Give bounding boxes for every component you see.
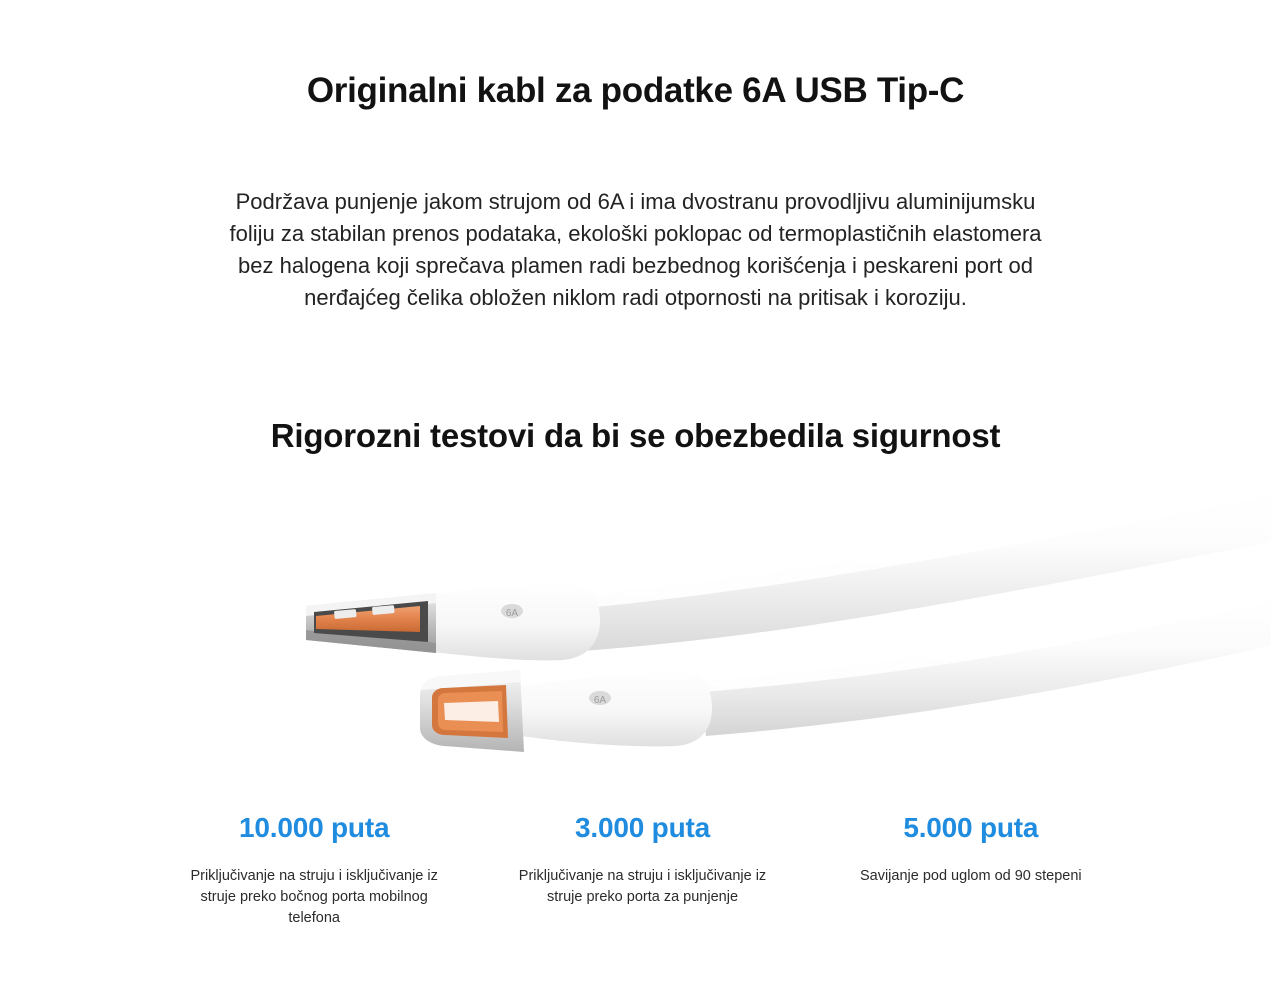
- stat-item: [807, 812, 1135, 929]
- stat-value: 3.000 puta: [575, 812, 710, 843]
- stat-value: 5.000 puta: [903, 812, 1039, 843]
- cable-illustration: [0, 470, 1271, 800]
- stats-row: [150, 812, 1135, 929]
- stat-value: 10.000 puta: [239, 812, 390, 843]
- stat-item: [150, 812, 478, 929]
- stat-item: [478, 812, 806, 929]
- usb-cable-icon: [0, 470, 1271, 800]
- svg-text:6A: 6A: [505, 608, 519, 619]
- product-description: Podržava punjenje jakom strujom od 6A i ima dvostranu provodljivu aluminijumsku foliju za stabilan prenos podataka, ekološki poklopac od termoplastičnih elastomera bez halogena koji sprečava plamen radi bezbednog korišćenja i peskareni port od nerđajćeg čelika obložen niklom radi otpornosti na pritisak i koroziju.: [229, 189, 1042, 310]
- stat-description: Savijanje pod uglom od 90 stepeni: [859, 868, 1082, 884]
- section-subtitle: Rigorozni testovi da bi se obezbedila sigurnost: [270, 417, 1001, 455]
- stat-description: Priključivanje na struju i isključivanje iz struje preko porta za punjenje: [518, 868, 767, 905]
- stat-description: Priključivanje na struju i isključivanje iz struje preko bočnog porta mobilnog telefona: [190, 868, 438, 926]
- page-title: Originalni kabl za podatke 6A USB Tip-C: [306, 71, 965, 111]
- svg-text:6A: 6A: [593, 695, 607, 706]
